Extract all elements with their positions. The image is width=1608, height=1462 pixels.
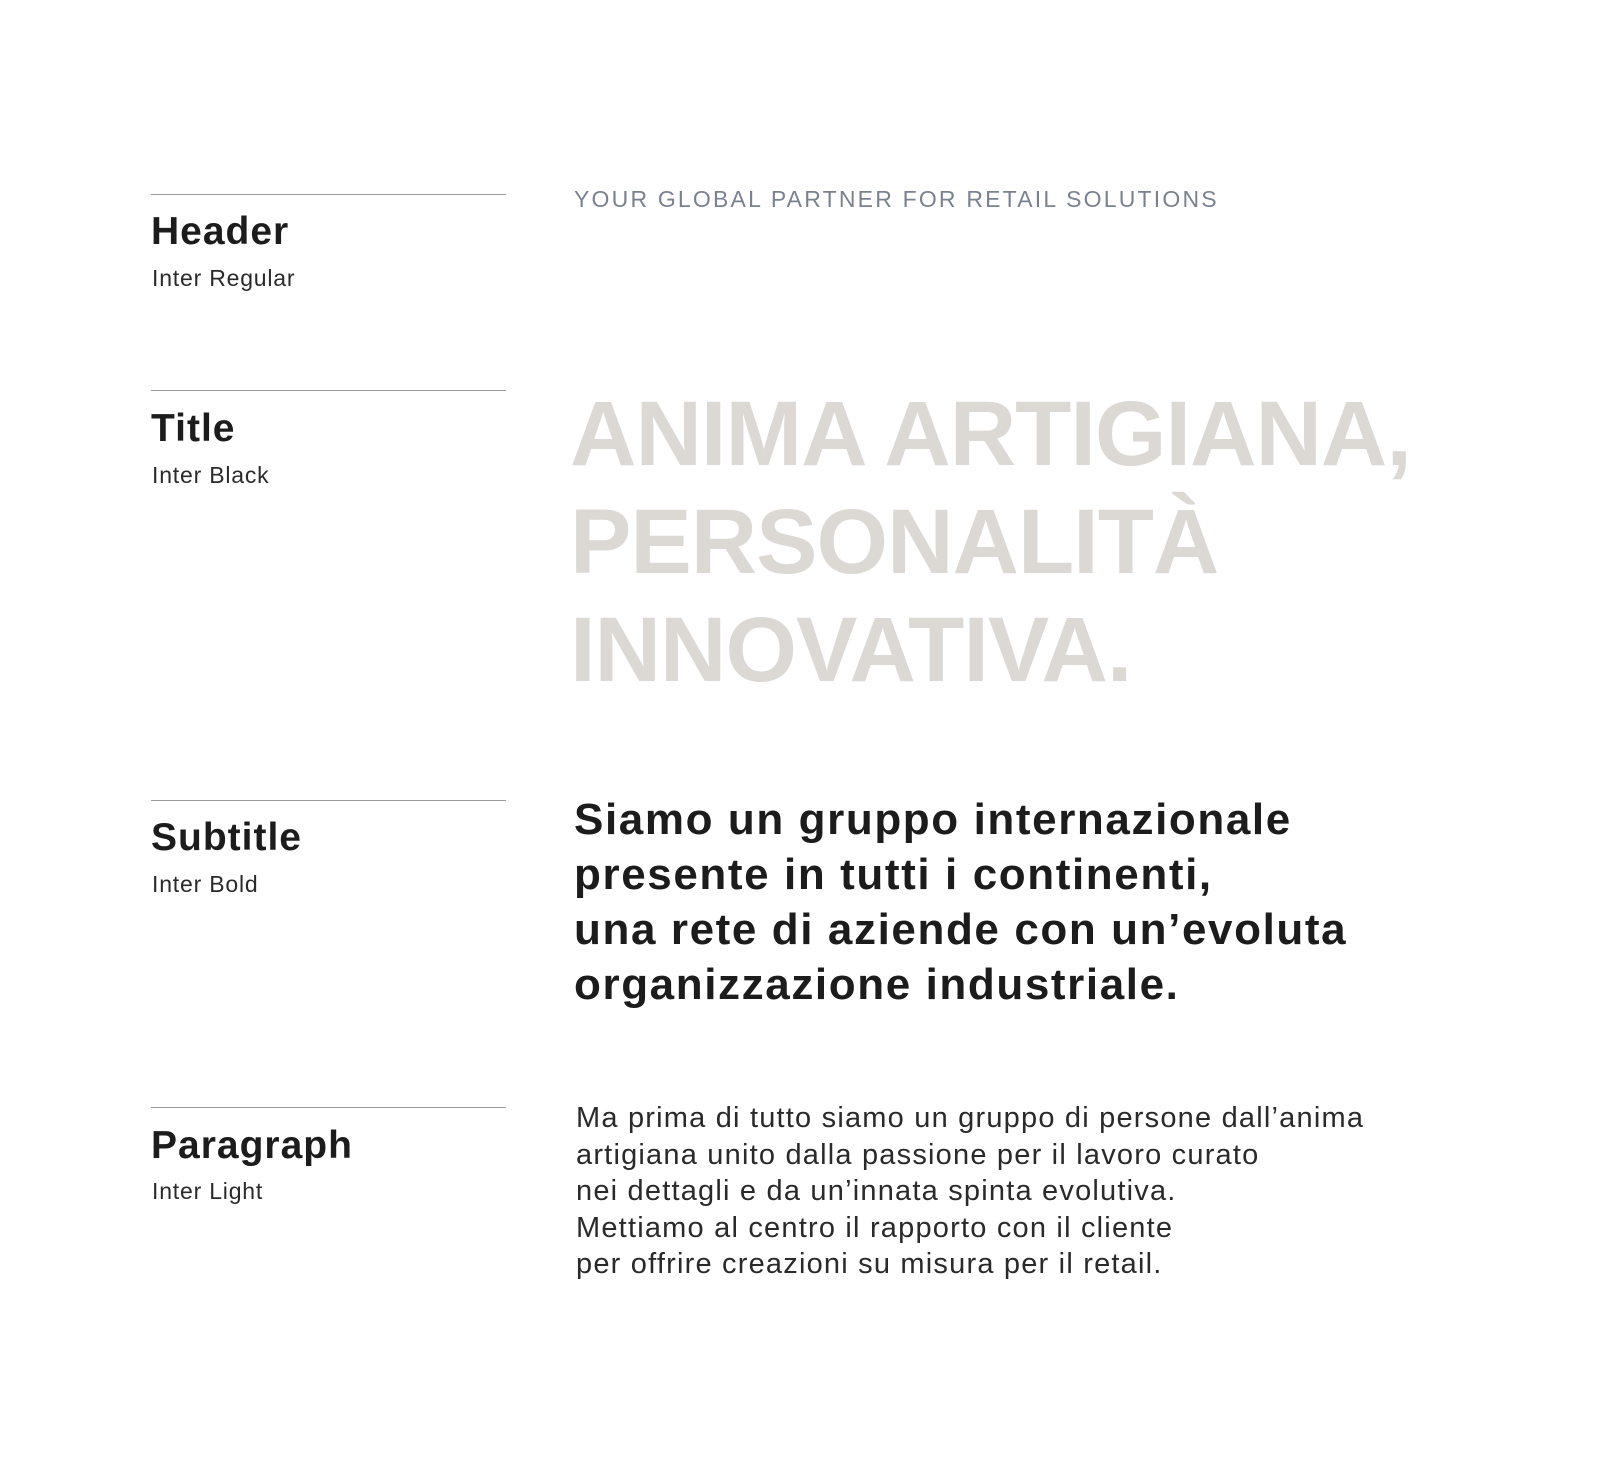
title-sample-line: INNOVATIVA. [570, 599, 1132, 701]
paragraph-font-name: Inter Light [152, 1178, 264, 1204]
title-sample-text [570, 380, 1411, 704]
header-style-label: Header [151, 210, 290, 253]
title-style-label: Title [151, 407, 236, 450]
subtitle-sample-line: presente in tutti i continenti, [574, 850, 1213, 899]
paragraph-sample-line: Mettiamo al centro il rapporto con il cliente [576, 1211, 1174, 1244]
paragraph-sample-line: artigiana unito dalla passione per il lavoro curato [576, 1138, 1260, 1171]
paragraph-sample-line: nei dettagli e da un’innata spinta evolutiva. [576, 1175, 1177, 1207]
title-sample-line: ANIMA ARTIGIANA, [570, 383, 1411, 485]
subtitle-sample-line: Siamo un gruppo internazionale [574, 795, 1292, 844]
title-sample-line: PERSONALITÀ [570, 491, 1219, 593]
header-font-name: Inter Regular [152, 265, 296, 291]
paragraph-divider [151, 1107, 506, 1108]
subtitle-sample-line: una rete di aziende con un’evoluta [574, 905, 1348, 954]
header-divider [151, 194, 506, 195]
paragraph-sample-line: per offrire creazioni su misura per il retail. [576, 1248, 1163, 1280]
subtitle-sample-line: organizzazione industriale. [574, 960, 1180, 1009]
header-sample-text: YOUR GLOBAL PARTNER FOR RETAIL SOLUTIONS [574, 186, 1219, 212]
paragraph-style-label: Paragraph [151, 1124, 353, 1167]
title-font-name: Inter Black [152, 462, 270, 488]
title-divider [151, 390, 506, 391]
paragraph-sample-text [576, 1100, 1364, 1283]
subtitle-style-label: Subtitle [151, 816, 302, 859]
subtitle-font-name: Inter Bold [152, 871, 259, 897]
subtitle-sample-text [574, 792, 1347, 1012]
subtitle-divider [151, 800, 506, 801]
paragraph-sample-line: Ma prima di tutto siamo un gruppo di persone dall’anima [576, 1102, 1365, 1134]
